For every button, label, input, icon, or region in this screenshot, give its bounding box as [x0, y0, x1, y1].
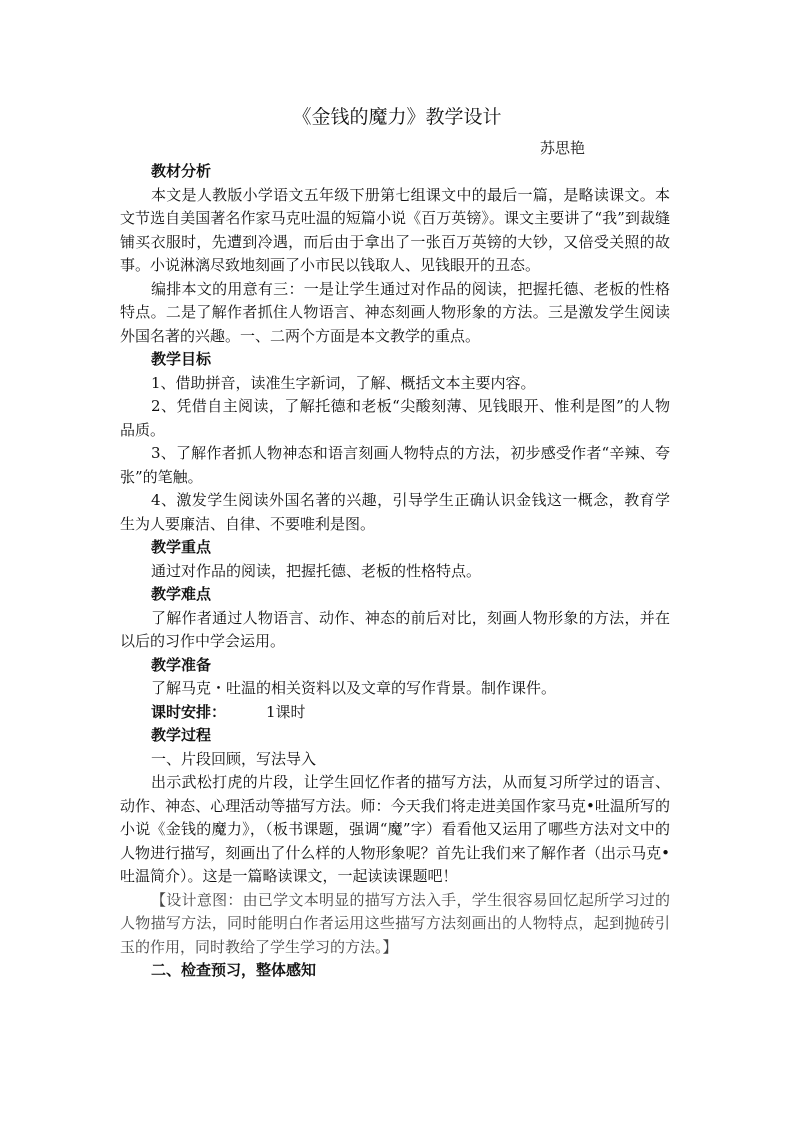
analysis-paragraph-1: 本文是人教版小学语文五年级下册第七组课文中的最后一篇，是略读课文。本文节选自美国著名作家马克吐温的短篇小说《百万英镑》。课文主要讲了“我”到裁缝铺买衣服时，先遭到冷遇，而后由于拿出了一张百万英镑的大钞，又倍受关照的故事。小说淋漓尽致地刻画了小市民以钱取人、见钱眼开的丑态。 [120, 185, 670, 274]
step-1-heading: 一、片段回顾，写法导入 [151, 749, 317, 768]
preparation-text: 了解马克・吐温的相关资料以及文章的写作背景。制作课件。 [151, 679, 557, 697]
goal-item-1: 1、借助拼音，读准生字新词，了解、概括文本主要内容。 [151, 373, 536, 392]
goal-item-3: 3、了解作者抓人物神态和语言刻画人物特点的方法，初步感受作者“辛辣、夸张”的笔触。 [120, 444, 670, 486]
section-heading-key-points: 教学重点 [151, 538, 212, 556]
goal-item-2: 2、凭借自主阅读，了解托德和老板“尖酸刻薄、见钱眼开、惟利是图”的人物品质。 [120, 397, 670, 439]
schedule-label: 课时安排： [151, 702, 227, 721]
analysis-paragraph-2: 编排本文的用意有三：一是让学生通过对作品的阅读，把握托德、老板的性格特点。二是了解作者抓住人物语言、神态刻画人物形象的方法。三是激发学生阅读外国名著的兴趣。一、二两个方面是本文教学的重点。 [120, 279, 670, 345]
goal-item-4: 4、激发学生阅读外国名著的兴趣，引导学生正确认识金钱这一概念，教育学生为人要廉洁、自律、不要唯利是图。 [120, 491, 670, 533]
schedule-row [120, 701, 670, 725]
design-intent-note: 【设计意图：由已学文本明显的描写方法入手，学生很容易回忆起所学习过的人物描写方法，同时能明白作者运用这些描写方法刻画出的人物特点，起到抛砖引玉的作用，同时教给了学生学习的方法。】 [120, 890, 670, 956]
section-heading-process: 教学过程 [151, 726, 212, 744]
document-body [120, 160, 670, 983]
document-title: 《金钱的魔力》教学设计 [292, 106, 502, 128]
key-points-text: 通过对作品的阅读，把握托德、老板的性格特点。 [151, 561, 482, 580]
section-heading-goals: 教学目标 [151, 350, 212, 368]
section-heading-difficulty: 教学难点 [151, 585, 212, 603]
step-1-text: 出示武松打虎的片段，让学生回忆作者的描写方法，从而复习所学过的语言、动作、神态、心理活动等描写方法。师：今天我们将走进美国作家马克•吐温所写的小说《金钱的魔力》，（板书课题，强调“魔”字）看看他又运用了哪些方法对文中的人物进行描写，刻画出了什么样的人物形象呢？首先让我们来了解作者（出示马克•吐温简介）。这是一篇略读课文，一起读读课题吧！ [120, 773, 670, 885]
step-2-heading: 二、检查预习，整体感知 [151, 961, 317, 979]
section-heading-preparation: 教学准备 [151, 655, 212, 674]
difficulty-text: 了解作者通过人物语言、动作、神态的前后对比，刻画人物形象的方法，并在以后的习作中学会运用。 [120, 608, 670, 650]
schedule-value: 1课时 [266, 702, 306, 721]
author-name: 苏思艳 [540, 139, 586, 157]
section-heading-analysis: 教材分析 [151, 162, 212, 180]
